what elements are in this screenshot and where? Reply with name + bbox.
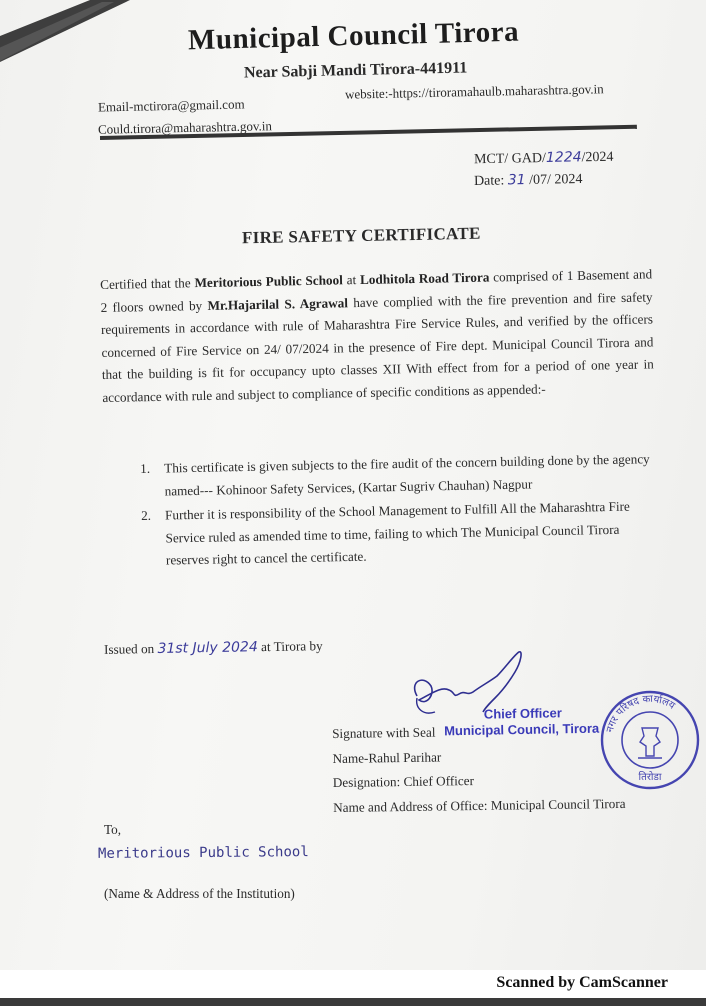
could-email-text: Could.tirora@maharashtra.gov.in [97, 118, 273, 137]
svg-text:तिरोडा: तिरोडा [638, 772, 662, 783]
email-text: Email-mctirora@gmail.com [97, 96, 245, 115]
certificate-title: FIRE SAFETY CERTIFICATE [241, 223, 481, 248]
signatory-name: Name-Rahul Parihar [332, 748, 442, 766]
issued-handwritten-date: 31st July 2024 [157, 639, 258, 657]
condition-text: This certificate is given subjects to the fire audit of the concern building done by the agency named--- Kohinoor Safety Services, (Kartar Sugriv Chauhan) Nagpur [164, 451, 650, 499]
conditions-list [140, 448, 654, 574]
reference-number [474, 149, 614, 168]
school-name: Meritorious Public School [194, 272, 343, 291]
date-label: Date: [473, 173, 508, 189]
condition-item [140, 448, 653, 503]
camscanner-watermark: Scanned by CamScanner [496, 974, 668, 991]
issued-suffix: at Tirora by [257, 638, 323, 655]
signatory-block [332, 718, 626, 820]
condition-text: Further it is responsibility of the School Management to Fulfill All the Maharashtra Fire Service ruled as amended time to time, failing to which The Municipal Council Tirora reserves right to cancel the certificate. [164, 498, 630, 568]
stamp-line-2: Municipal Council, Tirora [444, 720, 600, 739]
document-date [474, 171, 583, 190]
council-title: Municipal Council Tirora [187, 15, 520, 57]
office-address: Name and Address of Office: Municipal Council Tirora [333, 795, 626, 815]
bottom-border [0, 998, 706, 1006]
council-address: Near Sabji Mandi Tirora-441911 [243, 59, 468, 82]
to-label: To, [104, 822, 122, 837]
condition-number: 2. [140, 507, 152, 523]
pen-shadow [0, 0, 130, 62]
reference-prefix: MCT/ GAD/ [473, 150, 547, 168]
body-text-3: comprised of 1 Basement and 2 floors owned by [100, 266, 653, 315]
date-handwritten-day: 31 [507, 172, 526, 189]
institution-label: (Name & Address of the Institution) [104, 886, 295, 901]
recipient-handwritten-name: Meritorious Public School [97, 844, 309, 862]
issued-prefix: Issued on [103, 640, 158, 657]
reference-handwritten-number: 1224 [545, 149, 582, 166]
svg-text:नगर परिषद कार्यालय: नगर परिषद कार्यालय [604, 693, 677, 734]
condition-number: 1. [140, 460, 151, 476]
seal-label: Signature with Seal [332, 724, 436, 741]
issued-line [104, 638, 323, 658]
body-text-4: have complied with the fire prevention and fire safety requirements in accordance with rule of Maharashtra Fire Service Rules, and verified by the officers concerned of Fire Service on 24/ 07/2024 in the presence of Fire dept. Municipal Council Tirora and that the building is fit for occupancy upto classes XII With effect from for a period of one year in accordance with rule and subject to compliance of specific conditions as appended:- [100, 288, 654, 405]
school-location: Lodhitola Road Tirora [359, 269, 490, 288]
signatory-designation: Designation: Chief Officer [332, 773, 475, 790]
certificate-body [100, 263, 654, 409]
body-text-1: Certified that the [100, 275, 195, 292]
website-text: website:-https://tiroramahaulb.maharashtra.gov.in [344, 81, 604, 102]
date-rest: /07/ 2024 [525, 172, 583, 189]
owner-name: Mr.Hajarilal S. Agrawal [207, 294, 349, 313]
reference-year: /2024 [581, 149, 614, 166]
body-text-2: at [342, 272, 361, 288]
stamp-line-1: Chief Officer [483, 705, 562, 722]
condition-item [141, 495, 654, 572]
round-seal-stamp [598, 688, 702, 792]
